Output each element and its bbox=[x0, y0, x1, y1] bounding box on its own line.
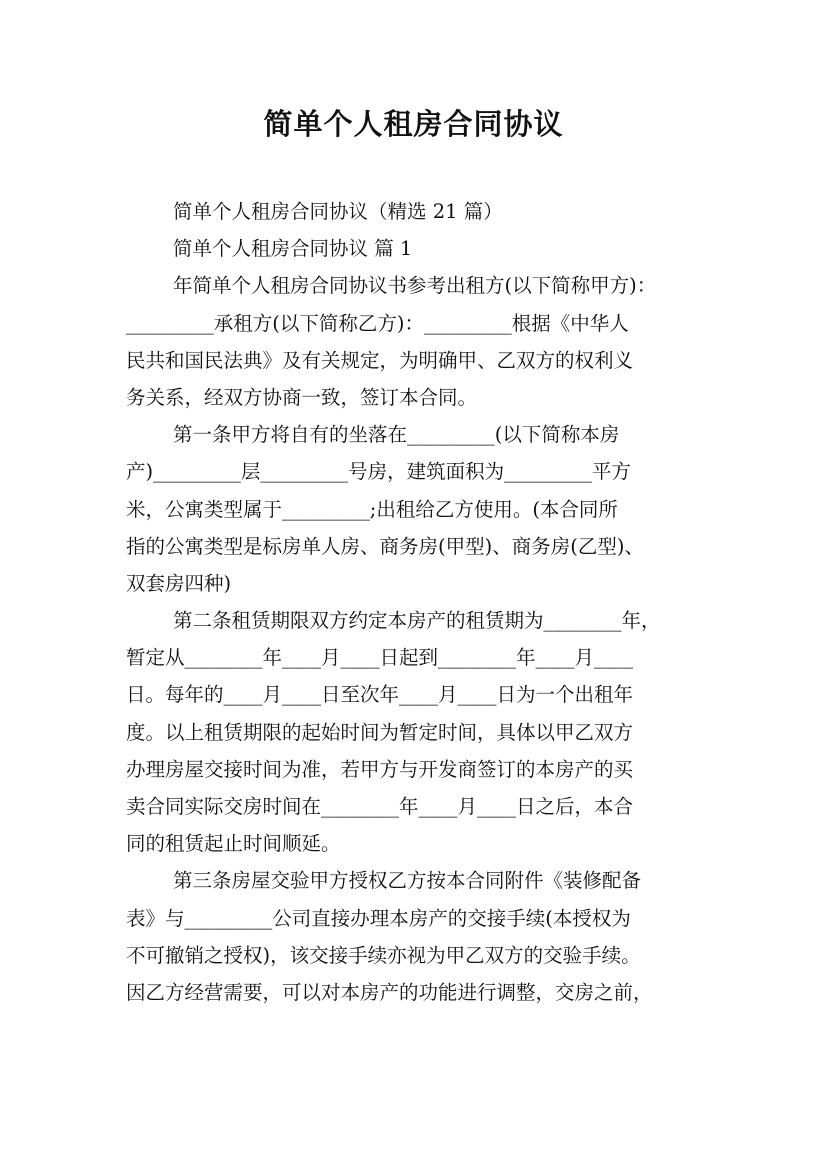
paragraph-line: 务关系，经双方协商一致，签订本合同。 bbox=[126, 385, 478, 409]
paragraph-line: 双套房四种) bbox=[126, 571, 232, 595]
paragraph-line: 卖合同实际交房时间在________年____月____日之后，本合 bbox=[126, 795, 634, 818]
paragraph-line: 指的公寓类型是标房单人房、商务房(甲型)、商务房(乙型)、 bbox=[126, 534, 644, 558]
paragraph-line: 产)_________层_________号房，建筑面积为_________平方 bbox=[126, 460, 631, 484]
paragraph-line: 不可撤销之授权)，该交接手续亦视为甲乙双方的交验手续。 bbox=[126, 943, 641, 967]
paragraph-line: 表》与_________公司直接办理本房产的交接手续(本授权为 bbox=[126, 906, 631, 930]
paragraph-line: 暂定从________年____月____日起到________年____月____ bbox=[126, 646, 634, 670]
paragraph-line: 米，公寓类型属于_________;出租给乙方使用。(本合同所 bbox=[126, 497, 618, 521]
paragraph-line: 同的租赁起止时间顺延。 bbox=[126, 832, 341, 856]
paragraph-line: 办理房屋交接时间为准，若甲方与开发商签订的本房产的买 bbox=[126, 757, 634, 781]
paragraph-line: 度。以上租赁期限的起始时间为暂定时间，具体以甲乙双方 bbox=[126, 720, 634, 744]
paragraph-line: 第二条租赁期限双方约定本房产的租赁期为________年， bbox=[173, 609, 661, 633]
paragraph-line: 民共和国民法典》及有关规定，为明确甲、乙双方的权利义 bbox=[126, 348, 634, 372]
section-heading: 简单个人租房合同协议 篇 1 bbox=[173, 237, 413, 261]
paragraph-line: 因乙方经营需要，可以对本房产的功能进行调整，交房之前， bbox=[126, 980, 653, 1004]
paragraph-line: 第一条甲方将自有的坐落在_________(以下简称本房 bbox=[173, 423, 620, 447]
paragraph-line: 年简单个人租房合同协议书参考出租方(以下简称甲方)： bbox=[173, 274, 657, 298]
document-body bbox=[126, 193, 726, 1011]
document-title: 简单个人租房合同协议 bbox=[263, 107, 564, 141]
subtitle-line: 简单个人租房合同协议（精选 21 篇） bbox=[173, 200, 503, 223]
paragraph-line: _________承租方(以下简称乙方)：_________根据《中华人 bbox=[126, 311, 629, 335]
paragraph-line: 日。每年的____月____日至次年____月____日为一个出租年 bbox=[126, 683, 634, 707]
paragraph-line: 第三条房屋交验甲方授权乙方按本合同附件《装修配备 bbox=[173, 869, 642, 893]
